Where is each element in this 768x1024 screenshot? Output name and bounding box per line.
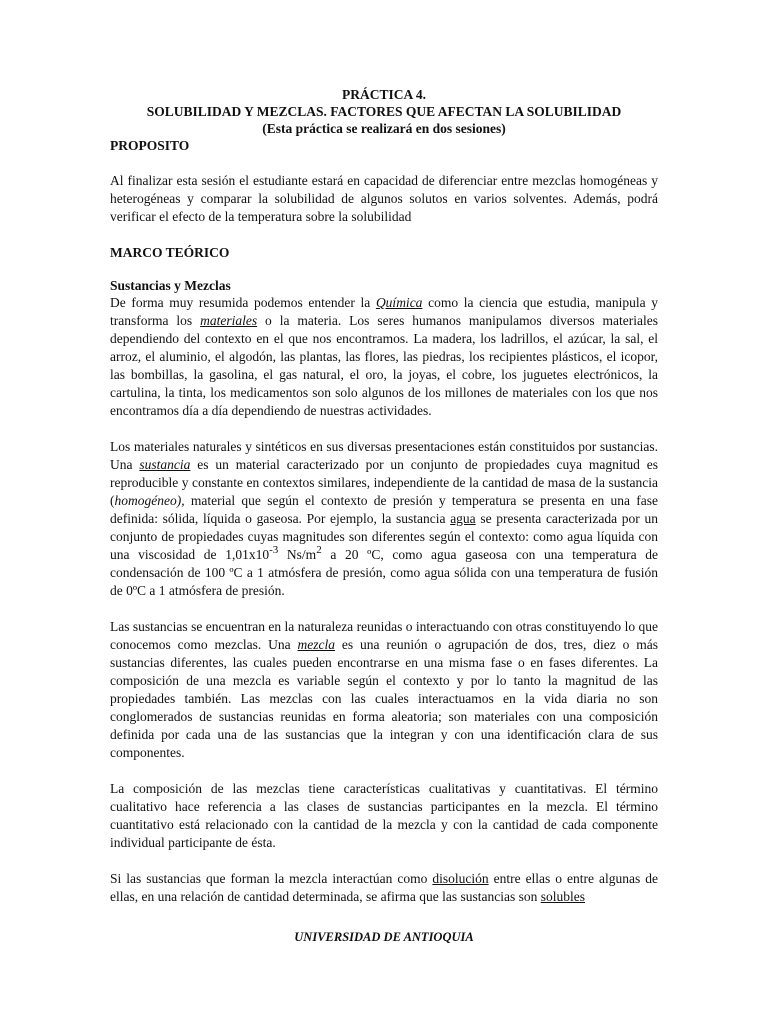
link-sustancia[interactable]: sustancia xyxy=(139,457,191,472)
link-materiales[interactable]: materiales xyxy=(200,313,258,328)
section-heading-proposito: PROPOSITO xyxy=(110,138,190,153)
text-run: Las sustancias se encuentran en la naturaleza reunidas o interactuando con otras constituyendo lo que conocemos como mezclas. Una xyxy=(110,619,658,652)
practice-title: PRÁCTICA 4. xyxy=(341,87,426,102)
superscript: 2 xyxy=(316,544,322,556)
paragraph-sustancia xyxy=(110,438,658,600)
paragraph-mezcla xyxy=(110,618,658,762)
link-solubles[interactable]: solubles xyxy=(540,889,585,904)
paragraph-disolucion xyxy=(110,870,658,906)
link-mezcla[interactable]: mezcla xyxy=(297,637,336,652)
text-run: se presenta caracterizada por un conjunto de propiedades cuyas magnitudes son diferentes según el contexto: como agua líquida con una viscosidad de 1,01x10 xyxy=(110,511,658,562)
superscript: -3 xyxy=(269,544,279,556)
text-run: es una reunión o agrupación de dos, tres, diez o más sustancias diferentes, las cuales pueden encontrarse en una misma fase o en fases diferentes. La composición de una mezcla es variable según el contexto y por lo tanto la magnitud de las propiedades también. Las mezclas con las cuales interactuamos en la vida diaria no son conglomerados de sustancias reunidas en forma aleatoria; son materiales con una composición definida por cada una de las sustancias que la integran y con una identificación clara de sus componentes. xyxy=(110,637,659,760)
text-run: como la ciencia que estudia, manipula y transforma los xyxy=(110,295,658,328)
link-quimica[interactable]: Química xyxy=(375,295,423,310)
text-run: Los materiales naturales y sintéticos en sus diversas presentaciones están constituidos por sustancias. Una xyxy=(110,439,658,472)
page-footer: UNIVERSIDAD DE ANTIOQUIA xyxy=(294,930,474,944)
paragraph-quimica xyxy=(110,294,658,420)
text-run: es un material caracterizado por un conjunto de propiedades cuya magnitud es reproducible y constante en contextos similares, independiente de la cantidad de masa de la sustancia ( xyxy=(110,457,658,508)
link-agua[interactable]: agua xyxy=(450,511,476,526)
proposito-paragraph: Al finalizar esta sesión el estudiante estará en capacidad de diferenciar entre mezclas homogéneas y heterogéneas y comparar la solubilidad de algunos solutos en varios solventes. Además, podrá verificar el efecto de la temperatura sobre la solubilidad xyxy=(110,173,658,224)
practice-subtitle: SOLUBILIDAD Y MEZCLAS. FACTORES QUE AFECTAN LA SOLUBILIDAD xyxy=(146,104,622,119)
practice-note: (Esta práctica se realizará en dos sesiones) xyxy=(262,121,506,136)
subheading-sustancias-mezclas: Sustancias y Mezclas xyxy=(110,278,231,293)
text-run: Ns/m xyxy=(278,547,317,562)
text-run: Si las sustancias que forman la mezcla interactúan como xyxy=(110,871,433,886)
text-run: entre ellas o entre algunas de ellas, en una relación de cantidad determinada, se afirma que las sustancias son xyxy=(110,871,658,904)
italic-text: homogéneo), xyxy=(114,493,185,508)
document-page xyxy=(110,86,658,906)
section-heading-marco-teorico: MARCO TEÓRICO xyxy=(110,245,230,260)
text-run: a 20 ºC, como agua gaseosa con una temperatura de condensación de 100 ºC a 1 atmósfera de presión, como agua sólida con una temperatura de fusión de 0ºC a 1 atmósfera de presión. xyxy=(110,547,658,598)
text-run: De forma muy resumida podemos entender la xyxy=(110,295,376,310)
text-run: material que según el contexto de presión y temperatura se presenta en una fase definida: sólida, líquida o gaseosa. Por ejemplo, la sustancia xyxy=(110,493,658,526)
text-run: o la materia. Los seres humanos manipulamos diversos materiales dependiendo del contexto en el que nos encontramos. La madera, los ladrillos, el azúcar, la sal, el arroz, el aluminio, el algodón, las plantas, las flores, las piedras, los recipientes plásticos, el icopor, las bombillas, la gasolina, el gas natural, el oro, la joyas, el cobre, los juguetes electrónicos, la cartulina, la tinta, los medicamentos son solo algunos de los millones de materiales con los que nos encontramos día a día dependiendo de nuestras actividades. xyxy=(110,313,658,418)
link-disolucion[interactable]: disolución xyxy=(432,871,489,886)
paragraph-composicion: La composición de las mezclas tiene características cualitativas y cuantitativas. El término cualitativo hace referencia a las clases de sustancias participantes en la mezcla. El término cuantitativo está relacionado con la cantidad de la mezcla y con la cantidad de cada componente individual participante de ésta. xyxy=(110,781,658,850)
